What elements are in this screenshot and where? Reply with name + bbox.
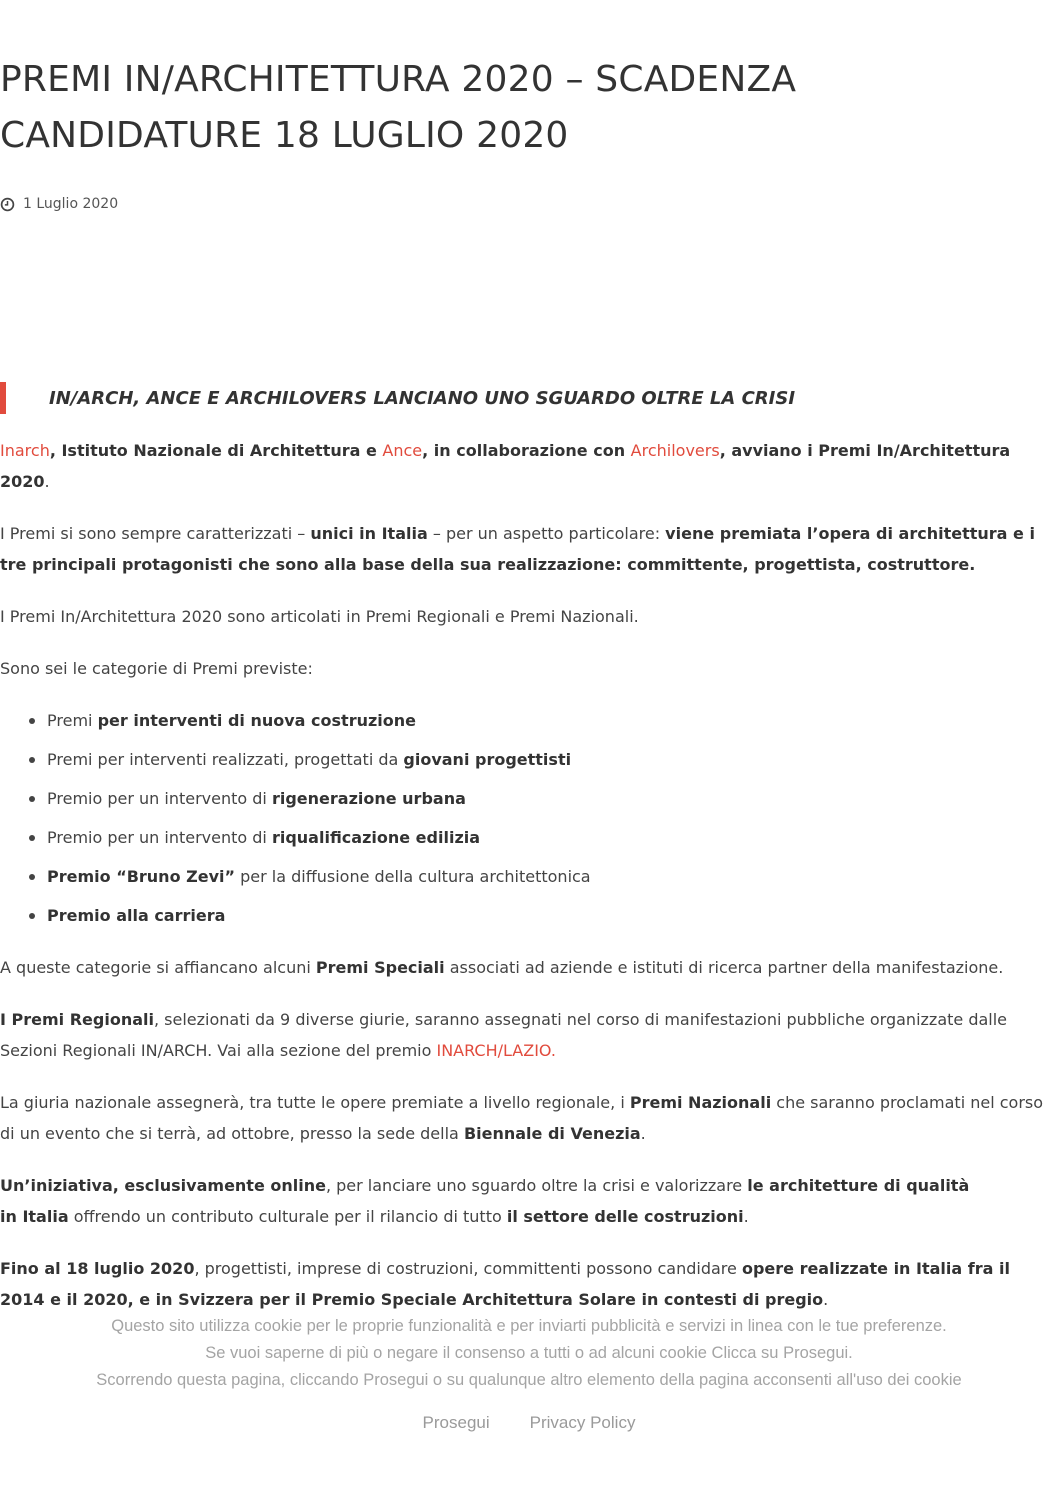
text-bold: Premio alla carriera [47,906,226,925]
link-archilovers[interactable]: Archilovers [630,441,720,460]
text: . [743,1207,749,1226]
text: Premio per un intervento di [47,828,272,847]
title-line-2: CANDIDATURE 18 LUGLIO 2020 [0,115,569,156]
page-title [0,52,1040,164]
text: per la diffusione della cultura architettonica [235,867,591,886]
link-inarch[interactable]: Inarch [0,441,50,460]
text-bold: Premi Speciali [315,958,445,977]
title-line-1: PREMI IN/ARCHITETTURA 2020 – SCADENZA [0,59,797,100]
post-date: 1 Luglio 2020 [23,196,119,212]
privacy-policy-link[interactable]: Privacy Policy [529,1413,636,1432]
text-bold: Premi Nazionali [629,1093,772,1112]
text: , progettisti, imprese di costruzioni, committenti possono candidare [194,1259,742,1278]
text-bold: unici in Italia [310,524,428,543]
list-item [47,705,1056,736]
section-subheading [0,382,1040,414]
text: . [640,1124,646,1143]
text-bold: giovani progettisti [403,750,572,769]
cookie-line: Questo sito utilizza cookie per le proprie funzionalità e per inviarti pubblicità e servizi in linea con le tue preferenze. [111,1317,947,1335]
paragraph-categories-intro: Sono sei le categorie di Premi previste: [0,659,313,678]
text-bold: rigenerazione urbana [271,789,466,808]
list-item [47,744,1056,775]
text: . [823,1290,829,1309]
paragraph-regional-prizes [0,1004,1056,1066]
list-item [47,822,1056,853]
categories-list [0,705,1056,931]
text: A queste categorie si affiancano alcuni [0,958,316,977]
text: – per un aspetto particolare: [427,524,666,543]
text-bold: I Premi Regionali [0,1010,154,1029]
text-bold: Fino al 18 luglio 2020 [0,1259,195,1278]
paragraph-national-prizes [0,1087,1056,1149]
text-bold: riqualificazione edilizia [271,828,481,847]
text-bold: viene premiata l’opera di architettura e i tre principali protagonisti che sono alla base della sua realizzazione: committente, progettista, costruttore. [0,524,1035,574]
cookie-line: Se vuoi saperne di più o negare il consenso a tutti o ad alcuni cookie Clicca su Prosegui. [205,1344,853,1362]
text: Premi [47,711,98,730]
text: associati ad aziende e istituti di ricerca partner della manifestazione. [444,958,1004,977]
link-inarch-lazio[interactable]: INARCH/LAZIO. [436,1041,556,1060]
paragraph-intro [0,435,1056,497]
paragraph-structure: I Premi In/Architettura 2020 sono articolati in Premi Regionali e Premi Nazionali. [0,607,639,626]
text: Premio per un intervento di [47,789,272,808]
text-bold: Biennale di Venezia [463,1124,641,1143]
list-item [47,900,1056,931]
paragraph-characteristics [0,518,1056,580]
text-bold: il settore delle costruzioni [506,1207,744,1226]
cookie-line: Scorrendo questa pagina, cliccando Prosegui o su qualunque altro elemento della pagina acconsenti all'uso dei cookie [96,1371,962,1389]
text-bold: opere realizzate in Italia fra il 2014 e il 2020, e in Svizzera per il Premio Speciale Architettura Solare in contesti di pregio [0,1259,1010,1309]
text-bold: Un’iniziativa, esclusivamente online [0,1176,326,1195]
paragraph-initiative [0,1170,975,1232]
paragraph-deadline [0,1253,1056,1315]
clock-icon [0,197,15,212]
text-bold: , Istituto Nazionale di Architettura e [49,441,383,460]
text-bold: , avviano i Premi In/Architettura 2020 [0,441,1011,491]
link-ance[interactable]: Ance [382,441,423,460]
post-meta [0,196,118,212]
list-item [47,783,1056,814]
text: , per lanciare uno sguardo oltre la crisi e valorizzare [325,1176,748,1195]
text: La giuria nazionale assegnerà, tra tutte le opere premiate a livello regionale, i [0,1093,630,1112]
text: che saranno proclamati nel corso di un evento che si terrà, ad ottobre, presso la sede della [0,1093,1044,1143]
list-item [47,861,1056,892]
text: Premi per interventi realizzati, progettati da [47,750,404,769]
text-bold: per interventi di nuova costruzione [97,711,417,730]
cookie-accept-button[interactable]: Prosegui [422,1413,490,1432]
text-bold: le architetture di qualità in Italia [0,1176,970,1226]
subheading-text: IN/ARCH, ANCE E ARCHILOVERS LANCIANO UNO SGUARDO OLTRE LA CRISI [49,387,796,409]
text-bold: , in collaborazione con [422,441,631,460]
text: . [44,472,50,491]
cookie-banner [0,1313,1058,1436]
text: offrendo un contributo culturale per il rilancio di tutto [68,1207,507,1226]
text: I Premi si sono sempre caratterizzati – [0,524,311,543]
paragraph-special-prizes [0,952,1056,983]
article-body [0,435,1056,1336]
text-bold: Premio “Bruno Zevi” [47,867,236,886]
text: , selezionati da 9 diverse giurie, saranno assegnati nel corso di manifestazioni pubbliche organizzate dalle Sezioni Regionali IN/ARCH. Vai alla sezione del premio [0,1010,1008,1060]
cookie-actions [0,1409,1058,1436]
